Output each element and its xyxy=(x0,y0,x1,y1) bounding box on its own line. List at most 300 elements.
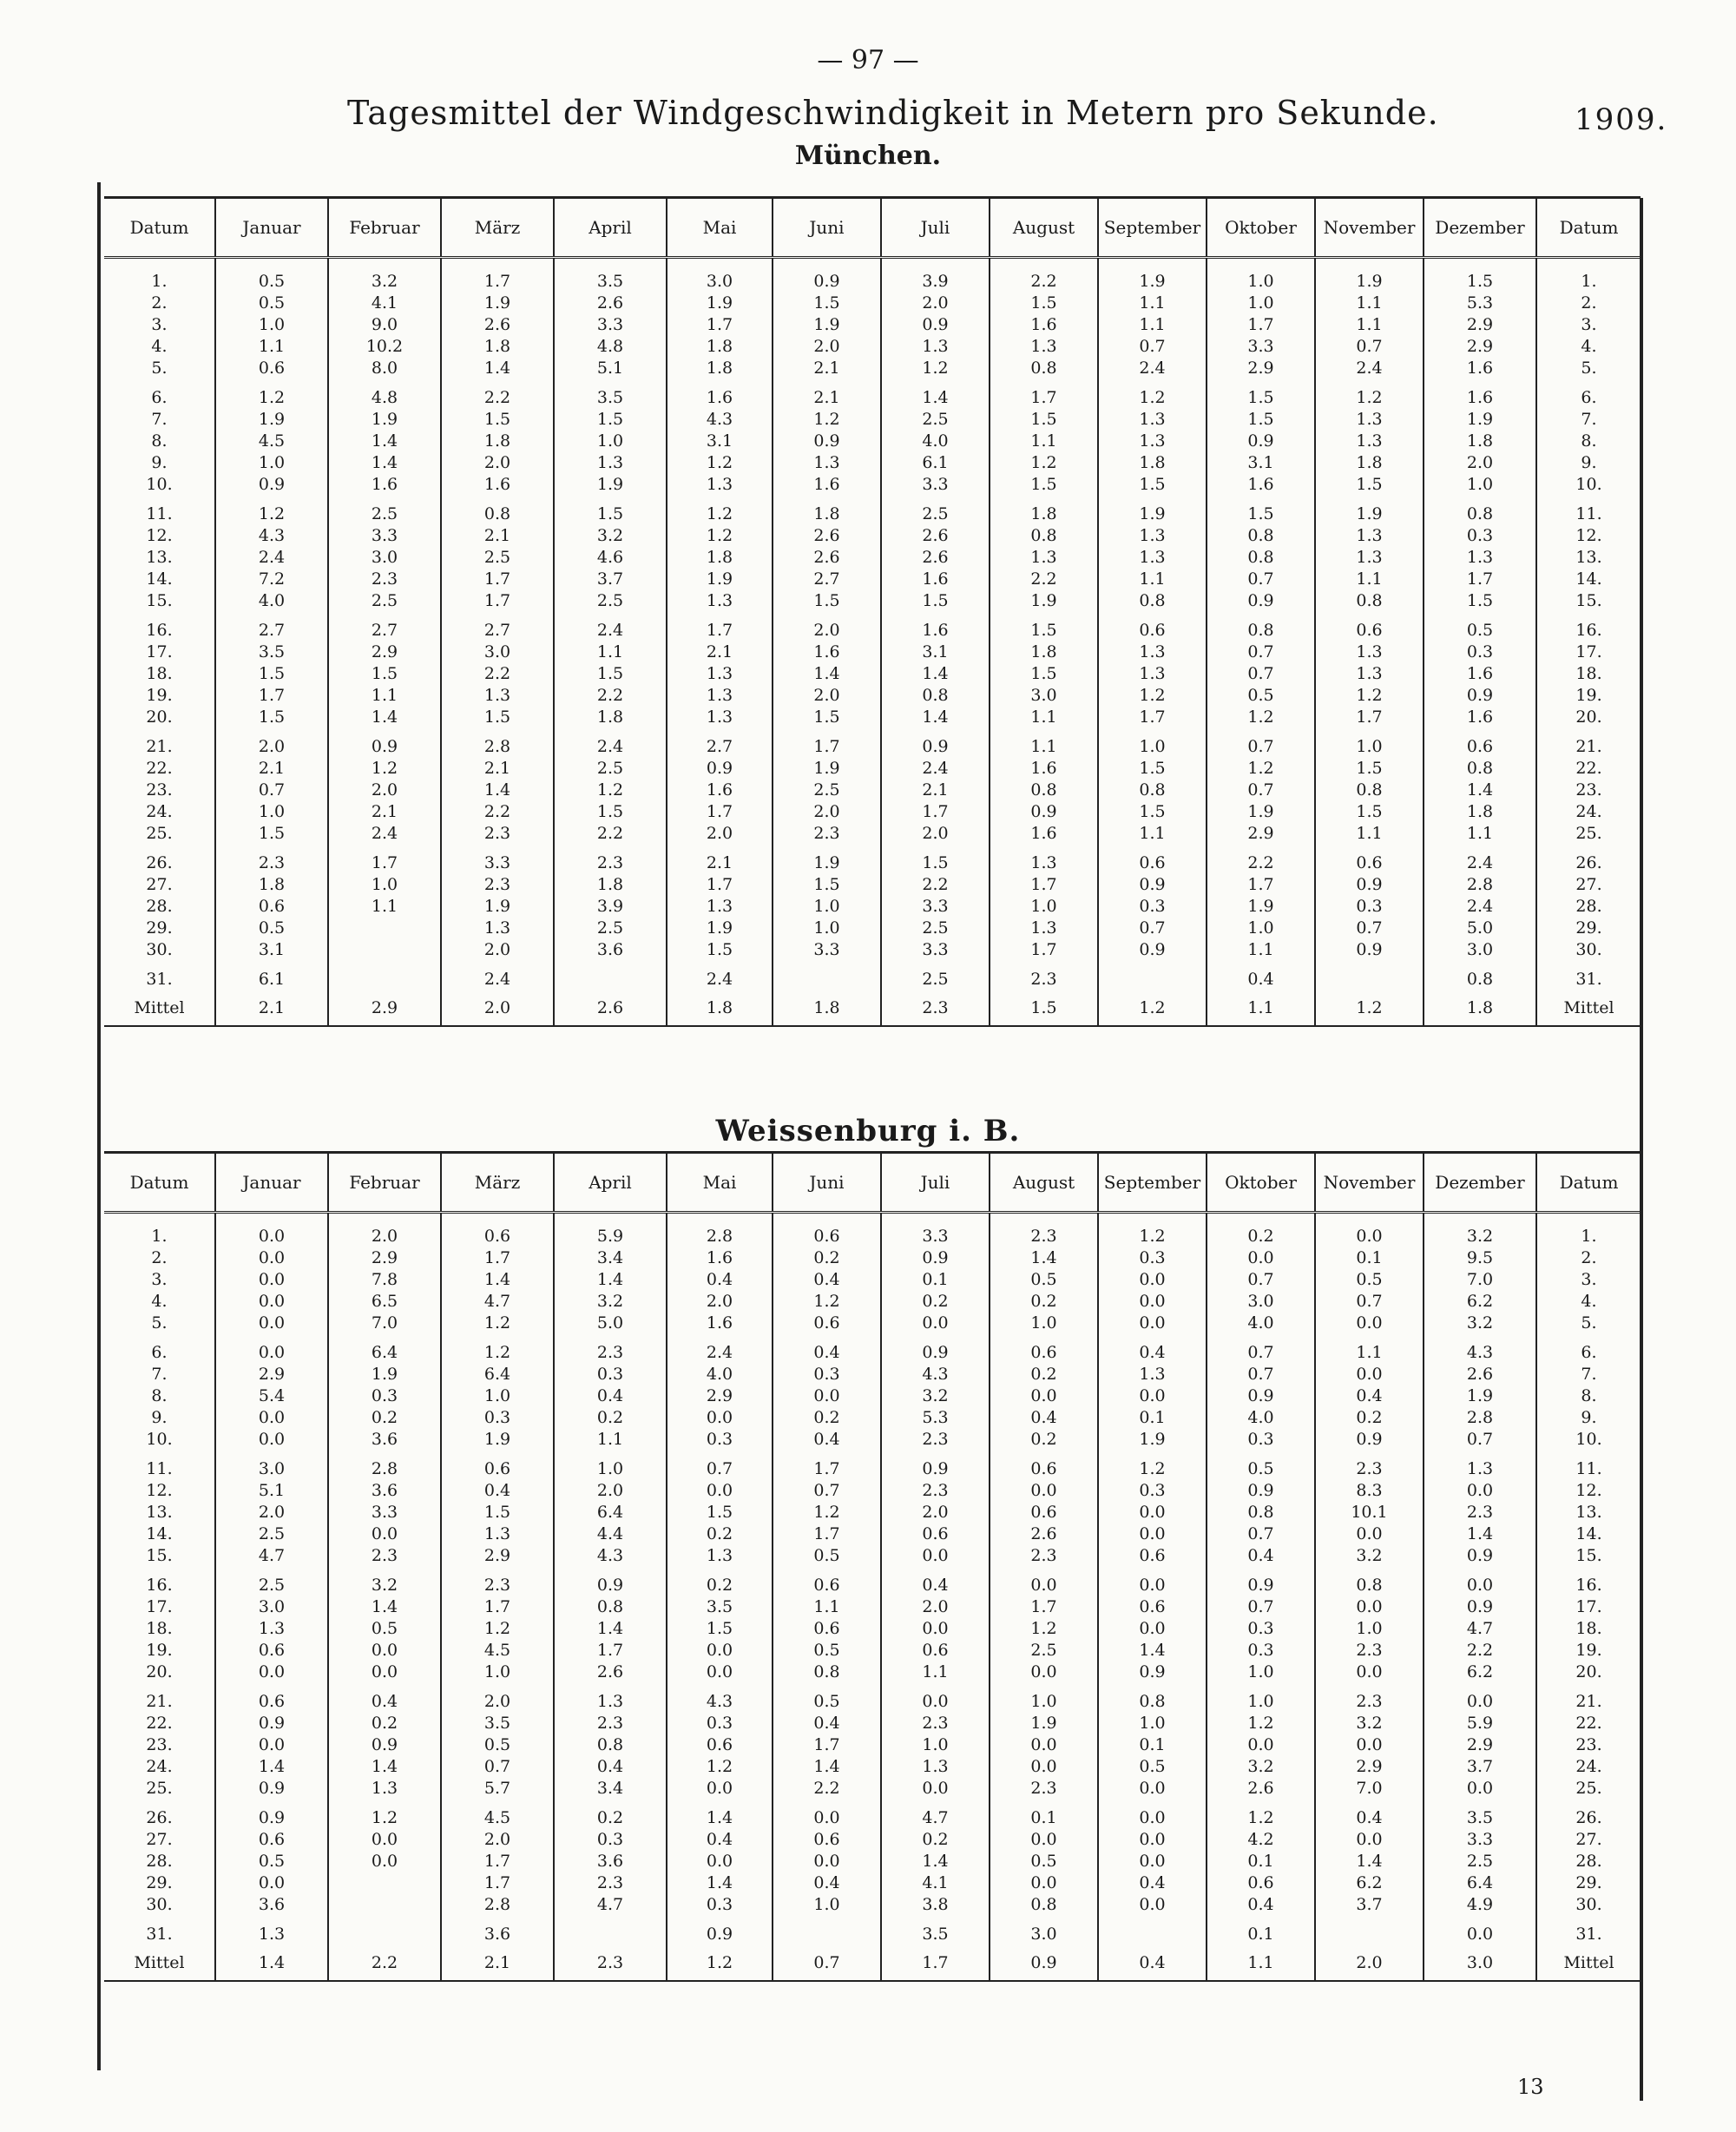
value-cell: 4.6 xyxy=(554,547,667,569)
value-cell: 1.0 xyxy=(215,452,328,474)
year-label: 1909. xyxy=(1575,102,1668,137)
value-cell: 2.5 xyxy=(328,590,441,612)
value-cell: 0.7 xyxy=(1207,663,1315,685)
value-cell: 2.0 xyxy=(667,823,773,845)
value-cell: 0.0 xyxy=(990,1480,1098,1502)
value-cell: 0.7 xyxy=(215,780,328,801)
date-cell: 3. xyxy=(1536,1269,1641,1291)
value-cell: 2.3 xyxy=(441,823,554,845)
value-cell: 3.4 xyxy=(554,1778,667,1800)
value-cell: 1.2 xyxy=(667,452,773,474)
date-cell: 23. xyxy=(1536,1734,1641,1756)
table-row xyxy=(104,1291,1641,1313)
value-cell: 2.5 xyxy=(881,961,990,990)
value-cell: 1.3 xyxy=(1098,1364,1207,1385)
table-row xyxy=(104,612,1641,642)
column-header-mai: Mai xyxy=(667,198,773,258)
value-cell: 2.9 xyxy=(1424,314,1536,336)
value-cell xyxy=(1315,1916,1424,1945)
value-cell: 1.6 xyxy=(773,642,881,663)
date-cell: 27. xyxy=(1536,1829,1641,1851)
value-cell: 0.4 xyxy=(773,1872,881,1894)
value-cell: 0.2 xyxy=(1315,1407,1424,1429)
value-cell: 0.0 xyxy=(1098,1291,1207,1313)
value-cell: 3.0 xyxy=(215,1451,328,1480)
value-cell: 0.4 xyxy=(667,1269,773,1291)
value-cell: 2.6 xyxy=(554,293,667,314)
date-cell: 20. xyxy=(146,707,173,727)
value-cell: 1.7 xyxy=(990,874,1098,896)
value-cell: 0.0 xyxy=(215,1662,328,1683)
value-cell: 0.3 xyxy=(667,1713,773,1734)
value-cell: 2.2 xyxy=(441,801,554,823)
value-cell: 2.2 xyxy=(554,685,667,707)
date-cell: 6. xyxy=(1536,379,1641,409)
value-cell: 2.6 xyxy=(1207,1778,1315,1800)
value-cell: 1.2 xyxy=(554,780,667,801)
value-cell: 0.6 xyxy=(1098,612,1207,642)
value-cell: 2.5 xyxy=(554,590,667,612)
value-cell: 1.4 xyxy=(215,1945,328,1981)
value-cell: 0.6 xyxy=(215,1829,328,1851)
value-cell: 1.2 xyxy=(1207,1713,1315,1734)
date-cell: 7. xyxy=(151,410,168,429)
value-cell: 0.7 xyxy=(1207,569,1315,590)
value-cell: 0.2 xyxy=(990,1291,1098,1313)
value-cell: 0.6 xyxy=(773,1618,881,1640)
value-cell: 6.4 xyxy=(1424,1872,1536,1894)
value-cell: 0.0 xyxy=(881,1545,990,1567)
value-cell: 0.6 xyxy=(215,1640,328,1662)
date-cell: 11. xyxy=(1536,496,1641,525)
value-cell: 1.9 xyxy=(667,569,773,590)
value-cell: 0.9 xyxy=(554,1567,667,1596)
date-cell: 9. xyxy=(1536,1407,1641,1429)
value-cell: 2.4 xyxy=(667,1334,773,1364)
value-cell: 0.4 xyxy=(554,1385,667,1407)
value-cell: 0.0 xyxy=(1424,1480,1536,1502)
value-cell: 1.9 xyxy=(990,590,1098,612)
value-cell: 2.9 xyxy=(1424,1734,1536,1756)
value-cell: 1.9 xyxy=(1098,1429,1207,1451)
value-cell: 2.3 xyxy=(881,1429,990,1451)
value-cell: 1.3 xyxy=(328,1778,441,1800)
value-cell: 0.4 xyxy=(1098,1872,1207,1894)
value-cell: 1.7 xyxy=(441,1247,554,1269)
value-cell: 1.8 xyxy=(990,496,1098,525)
date-cell: 19. xyxy=(146,1641,173,1660)
value-cell: 2.4 xyxy=(1098,358,1207,379)
value-cell: 0.6 xyxy=(215,358,328,379)
value-cell: 2.7 xyxy=(667,728,773,758)
value-cell: 2.3 xyxy=(773,823,881,845)
value-cell: 1.4 xyxy=(1424,780,1536,801)
date-cell: 13. xyxy=(146,1503,173,1522)
value-cell: 2.3 xyxy=(881,1480,990,1502)
value-cell: 7.0 xyxy=(1315,1778,1424,1800)
value-cell: 1.4 xyxy=(554,1618,667,1640)
value-cell: 1.1 xyxy=(1424,823,1536,845)
value-cell: 1.1 xyxy=(990,707,1098,728)
table-row xyxy=(104,1451,1641,1480)
value-cell: 1.5 xyxy=(1315,801,1424,823)
value-cell: 1.6 xyxy=(1424,663,1536,685)
value-cell: 3.6 xyxy=(215,1894,328,1916)
value-cell: 2.6 xyxy=(881,547,990,569)
value-cell: 2.3 xyxy=(441,1567,554,1596)
table-row xyxy=(104,314,1641,336)
value-cell: 2.1 xyxy=(215,758,328,780)
date-cell: 16. xyxy=(146,621,173,640)
value-cell: 0.9 xyxy=(667,758,773,780)
table-row xyxy=(104,336,1641,358)
value-cell: 0.0 xyxy=(1098,1269,1207,1291)
value-cell: 0.0 xyxy=(1315,1313,1424,1334)
value-cell: 2.0 xyxy=(1424,452,1536,474)
value-cell: 0.9 xyxy=(1098,874,1207,896)
value-cell: 0.0 xyxy=(1098,1778,1207,1800)
date-cell: 17. xyxy=(1536,1596,1641,1618)
value-cell: 1.7 xyxy=(990,1596,1098,1618)
column-header-datum-right: Datum xyxy=(1536,1153,1641,1213)
value-cell: 3.0 xyxy=(667,258,773,293)
value-cell: 1.2 xyxy=(881,358,990,379)
value-cell: 10.1 xyxy=(1315,1502,1424,1523)
value-cell: 0.5 xyxy=(441,1734,554,1756)
value-cell: 3.5 xyxy=(441,1713,554,1734)
value-cell: 2.6 xyxy=(1424,1364,1536,1385)
value-cell: 1.6 xyxy=(881,569,990,590)
value-cell: 0.8 xyxy=(1098,780,1207,801)
value-cell: 2.3 xyxy=(328,1545,441,1567)
value-cell: 2.3 xyxy=(1315,1640,1424,1662)
value-cell: 0.2 xyxy=(667,1567,773,1596)
value-cell: 0.5 xyxy=(1207,1451,1315,1480)
value-cell: 2.7 xyxy=(441,612,554,642)
value-cell: 0.3 xyxy=(667,1429,773,1451)
value-cell: 1.7 xyxy=(441,1596,554,1618)
value-cell: 1.2 xyxy=(1098,1213,1207,1248)
value-cell: 2.6 xyxy=(773,547,881,569)
value-cell: 0.8 xyxy=(1315,780,1424,801)
value-cell: 1.5 xyxy=(773,590,881,612)
table-row xyxy=(104,569,1641,590)
value-cell: 1.7 xyxy=(441,569,554,590)
table-row xyxy=(104,1894,1641,1916)
value-cell: 0.8 xyxy=(1424,961,1536,990)
column-header-dezember: Dezember xyxy=(1424,198,1536,258)
value-cell: 0.0 xyxy=(773,1800,881,1829)
date-cell: 31. xyxy=(146,970,173,989)
value-cell: 1.9 xyxy=(1207,801,1315,823)
value-cell: 2.9 xyxy=(1315,1756,1424,1778)
value-cell: 1.7 xyxy=(990,939,1098,961)
value-cell: 0.8 xyxy=(990,525,1098,547)
value-cell: 0.9 xyxy=(881,1451,990,1480)
value-cell: 1.2 xyxy=(667,1945,773,1981)
table-row xyxy=(104,474,1641,496)
table-row xyxy=(104,801,1641,823)
table-row xyxy=(104,452,1641,474)
column-header-dezember: Dezember xyxy=(1424,1153,1536,1213)
value-cell: 4.3 xyxy=(881,1364,990,1385)
value-cell: 0.1 xyxy=(1098,1407,1207,1429)
value-cell: 0.8 xyxy=(554,1596,667,1618)
value-cell: 2.0 xyxy=(773,801,881,823)
value-cell: 0.0 xyxy=(990,1756,1098,1778)
value-cell: 0.0 xyxy=(1098,1829,1207,1851)
value-cell: 3.2 xyxy=(554,1291,667,1313)
value-cell: 1.2 xyxy=(441,1618,554,1640)
value-cell: 2.1 xyxy=(667,642,773,663)
value-cell: 1.0 xyxy=(1207,918,1315,939)
value-cell: 0.0 xyxy=(1098,1502,1207,1523)
value-cell: 1.5 xyxy=(773,874,881,896)
value-cell: 3.5 xyxy=(554,258,667,293)
value-cell: 3.3 xyxy=(328,1502,441,1523)
value-cell: 0.6 xyxy=(215,896,328,918)
value-cell: 1.4 xyxy=(667,1800,773,1829)
value-cell: 1.1 xyxy=(215,336,328,358)
value-cell: 0.4 xyxy=(667,1829,773,1851)
date-cell: 26. xyxy=(146,853,173,872)
date-cell: 14. xyxy=(1536,1523,1641,1545)
date-cell: 1. xyxy=(1536,258,1641,293)
value-cell: 1.7 xyxy=(773,1523,881,1545)
value-cell: 0.9 xyxy=(328,1734,441,1756)
value-cell: 0.7 xyxy=(1207,1364,1315,1385)
date-cell: 7. xyxy=(1536,409,1641,431)
value-cell: 1.3 xyxy=(773,452,881,474)
value-cell: 1.2 xyxy=(328,1800,441,1829)
table-row xyxy=(104,685,1641,707)
value-cell: 1.8 xyxy=(667,990,773,1026)
value-cell: 2.0 xyxy=(881,823,990,845)
value-cell: 2.7 xyxy=(328,612,441,642)
value-cell: 1.1 xyxy=(1098,293,1207,314)
value-cell: 0.5 xyxy=(773,1683,881,1713)
value-cell: 0.0 xyxy=(1098,1894,1207,1916)
value-cell: 1.7 xyxy=(1424,569,1536,590)
value-cell: 2.2 xyxy=(773,1778,881,1800)
date-cell: 27. xyxy=(146,875,173,894)
value-cell: 3.5 xyxy=(1424,1800,1536,1829)
value-cell: 0.5 xyxy=(773,1640,881,1662)
date-cell: 14. xyxy=(146,569,173,589)
value-cell: 1.9 xyxy=(554,474,667,496)
date-cell: 27. xyxy=(1536,874,1641,896)
date-cell: 3. xyxy=(1536,314,1641,336)
date-cell: 20. xyxy=(1536,707,1641,728)
value-cell: 1.1 xyxy=(1098,314,1207,336)
value-cell: 0.5 xyxy=(990,1851,1098,1872)
value-cell: 1.3 xyxy=(1098,409,1207,431)
date-cell: 21. xyxy=(146,737,173,756)
value-cell: 2.5 xyxy=(328,496,441,525)
value-cell: 1.3 xyxy=(441,1523,554,1545)
value-cell: 0.7 xyxy=(1207,1269,1315,1291)
wind-table-muenchen xyxy=(104,196,1641,1027)
value-cell: 0.0 xyxy=(667,1662,773,1683)
value-cell: 1.2 xyxy=(215,379,328,409)
value-cell: 2.1 xyxy=(667,845,773,874)
value-cell: 0.0 xyxy=(1315,1662,1424,1683)
value-cell: 2.8 xyxy=(441,1894,554,1916)
value-cell: 0.7 xyxy=(441,1756,554,1778)
value-cell: 0.0 xyxy=(990,1385,1098,1407)
value-cell: 0.4 xyxy=(441,1480,554,1502)
value-cell: 0.9 xyxy=(215,1778,328,1800)
value-cell: 0.4 xyxy=(1315,1800,1424,1829)
value-cell xyxy=(328,961,441,990)
value-cell: 1.7 xyxy=(441,1872,554,1894)
value-cell: 2.3 xyxy=(215,845,328,874)
value-cell: 2.0 xyxy=(441,990,554,1026)
value-cell: 1.4 xyxy=(554,1269,667,1291)
table-row xyxy=(104,874,1641,896)
page-title: Tagesmittel der Windgeschwindigkeit in Metern pro Sekunde. xyxy=(347,94,1439,132)
value-cell: 0.3 xyxy=(1098,1480,1207,1502)
value-cell: 1.5 xyxy=(441,707,554,728)
value-cell: 1.5 xyxy=(328,663,441,685)
value-cell: 1.8 xyxy=(667,358,773,379)
value-cell: 1.2 xyxy=(990,452,1098,474)
value-cell: 1.3 xyxy=(441,918,554,939)
value-cell: 6.1 xyxy=(881,452,990,474)
value-cell xyxy=(554,961,667,990)
value-cell: 2.9 xyxy=(328,990,441,1026)
value-cell: 5.7 xyxy=(441,1778,554,1800)
value-cell: 4.7 xyxy=(441,1291,554,1313)
column-header-juni: Juni xyxy=(773,1153,881,1213)
value-cell: 1.3 xyxy=(1424,547,1536,569)
table-row xyxy=(104,939,1641,961)
value-cell: 4.3 xyxy=(554,1545,667,1567)
value-cell: 1.2 xyxy=(1315,990,1424,1026)
date-cell: 29. xyxy=(1536,918,1641,939)
value-cell: 0.6 xyxy=(1098,1596,1207,1618)
value-cell: 1.9 xyxy=(1098,258,1207,293)
value-cell: 4.1 xyxy=(328,293,441,314)
value-cell: 3.0 xyxy=(441,642,554,663)
value-cell: 0.0 xyxy=(990,1829,1098,1851)
date-cell: 16. xyxy=(1536,1567,1641,1596)
value-cell: 1.4 xyxy=(328,1596,441,1618)
date-cell: 21. xyxy=(1536,1683,1641,1713)
value-cell: 5.1 xyxy=(554,358,667,379)
value-cell: 0.0 xyxy=(1315,1213,1424,1248)
value-cell: 3.0 xyxy=(990,685,1098,707)
date-cell: 2. xyxy=(1536,293,1641,314)
value-cell: 3.2 xyxy=(881,1385,990,1407)
value-cell: 1.5 xyxy=(667,1618,773,1640)
value-cell: 2.3 xyxy=(1424,1502,1536,1523)
value-cell: 2.0 xyxy=(881,1596,990,1618)
date-cell: 5. xyxy=(1536,1313,1641,1334)
value-cell: 2.3 xyxy=(881,1713,990,1734)
value-cell: 3.2 xyxy=(1315,1713,1424,1734)
value-cell: 3.5 xyxy=(667,1596,773,1618)
value-cell: 1.8 xyxy=(554,874,667,896)
value-cell: 1.1 xyxy=(1207,990,1315,1026)
value-cell: 1.7 xyxy=(667,874,773,896)
table-row xyxy=(104,1916,1641,1945)
value-cell: 1.2 xyxy=(773,1502,881,1523)
value-cell: 0.0 xyxy=(1315,1596,1424,1618)
value-cell: 1.5 xyxy=(990,612,1098,642)
value-cell: 1.0 xyxy=(1098,1713,1207,1734)
value-cell: 0.0 xyxy=(215,1269,328,1291)
value-cell: 1.8 xyxy=(441,431,554,452)
date-cell: 4. xyxy=(151,337,168,356)
value-cell: 1.3 xyxy=(1098,642,1207,663)
value-cell: 0.0 xyxy=(1315,1523,1424,1545)
value-cell: 1.9 xyxy=(1315,258,1424,293)
value-cell: 1.3 xyxy=(1315,663,1424,685)
value-cell: 1.9 xyxy=(1424,1385,1536,1407)
date-cell: 1. xyxy=(151,1227,168,1246)
value-cell: 1.0 xyxy=(990,1313,1098,1334)
date-cell: 17. xyxy=(146,1597,173,1616)
value-cell: 2.6 xyxy=(441,314,554,336)
date-cell: 5. xyxy=(151,359,168,378)
value-cell: 3.3 xyxy=(881,474,990,496)
value-cell: 1.4 xyxy=(990,1247,1098,1269)
value-cell: 1.1 xyxy=(1315,293,1424,314)
value-cell: 0.4 xyxy=(773,1713,881,1734)
value-cell: 1.0 xyxy=(215,314,328,336)
value-cell: 2.2 xyxy=(328,1945,441,1981)
value-cell: 0.0 xyxy=(1315,1364,1424,1385)
value-cell: 0.7 xyxy=(1098,336,1207,358)
value-cell: 3.3 xyxy=(328,525,441,547)
value-cell: 1.2 xyxy=(773,409,881,431)
column-header-november: November xyxy=(1315,1153,1424,1213)
value-cell: 1.7 xyxy=(441,1851,554,1872)
value-cell: 9.5 xyxy=(1424,1247,1536,1269)
value-cell: 0.3 xyxy=(554,1364,667,1385)
value-cell: 1.2 xyxy=(328,758,441,780)
table-row xyxy=(104,1683,1641,1713)
value-cell: 1.4 xyxy=(1315,1851,1424,1872)
date-cell: 12. xyxy=(146,1481,173,1500)
table-row xyxy=(104,1872,1641,1894)
value-cell: 0.2 xyxy=(1207,1213,1315,1248)
column-header-januar: Januar xyxy=(215,198,328,258)
value-cell: 0.0 xyxy=(328,1662,441,1683)
value-cell: 0.0 xyxy=(667,1407,773,1429)
value-cell: 1.5 xyxy=(990,474,1098,496)
value-cell: 3.3 xyxy=(1207,336,1315,358)
value-cell: 0.9 xyxy=(1424,1596,1536,1618)
value-cell: 0.2 xyxy=(881,1829,990,1851)
value-cell: 1.5 xyxy=(1098,474,1207,496)
value-cell: 4.8 xyxy=(328,379,441,409)
value-cell: 0.0 xyxy=(1424,1683,1536,1713)
value-cell: 2.2 xyxy=(1424,1640,1536,1662)
value-cell: 1.7 xyxy=(215,685,328,707)
value-cell: 2.2 xyxy=(554,823,667,845)
value-cell: 1.7 xyxy=(1098,707,1207,728)
date-cell: 11. xyxy=(146,1459,173,1478)
table-row xyxy=(104,525,1641,547)
value-cell: 2.0 xyxy=(441,1829,554,1851)
value-cell: 2.4 xyxy=(667,961,773,990)
value-cell: 1.9 xyxy=(441,293,554,314)
date-cell: 29. xyxy=(1536,1872,1641,1894)
value-cell: 1.3 xyxy=(554,1683,667,1713)
value-cell: 2.1 xyxy=(328,801,441,823)
